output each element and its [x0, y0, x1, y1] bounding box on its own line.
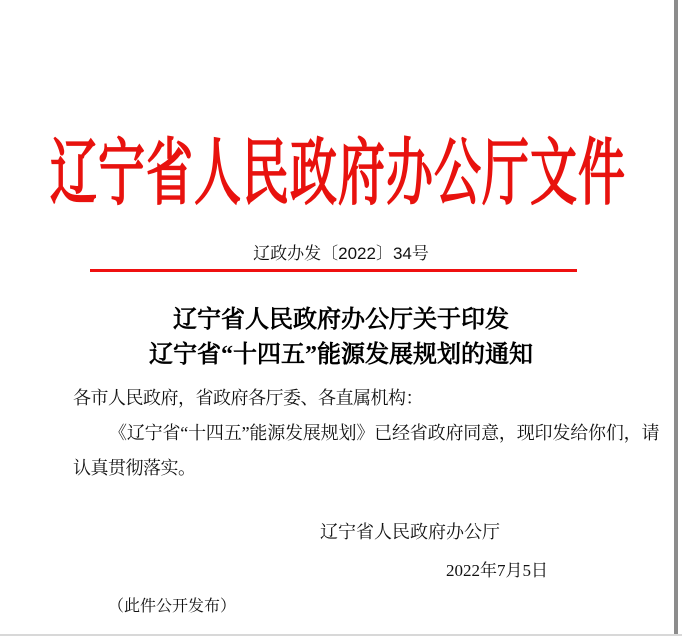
red-divider-line — [90, 269, 577, 272]
salutation-line: 各市人民政府，省政府各厅委、各直属机构： — [73, 388, 423, 408]
red-header-masthead — [0, 116, 676, 216]
body-paragraph: 《辽宁省“十四五”能源发展规划》已经省政府同意，现印发给你们，请认真贯彻落实。 — [73, 423, 659, 478]
public-release-note: （此件公开发布） — [108, 598, 237, 615]
scrollbar[interactable] — [674, 0, 678, 636]
issuer-signature: 辽宁省人民政府办公厅 — [320, 522, 500, 542]
notice-body — [73, 381, 659, 486]
document-number: 辽政办发〔2022〕34号 — [253, 244, 429, 263]
notice-title-line1: 辽宁省人民政府办公厅关于印发 — [173, 307, 509, 333]
notice-title-line2: 辽宁省“十四五”能源发展规划的通知 — [149, 342, 533, 368]
issue-date: 2022年7月5日 — [446, 561, 548, 580]
notice-title — [0, 303, 682, 373]
masthead-text: 辽宁省人民政府办公厅文件 — [50, 134, 626, 216]
